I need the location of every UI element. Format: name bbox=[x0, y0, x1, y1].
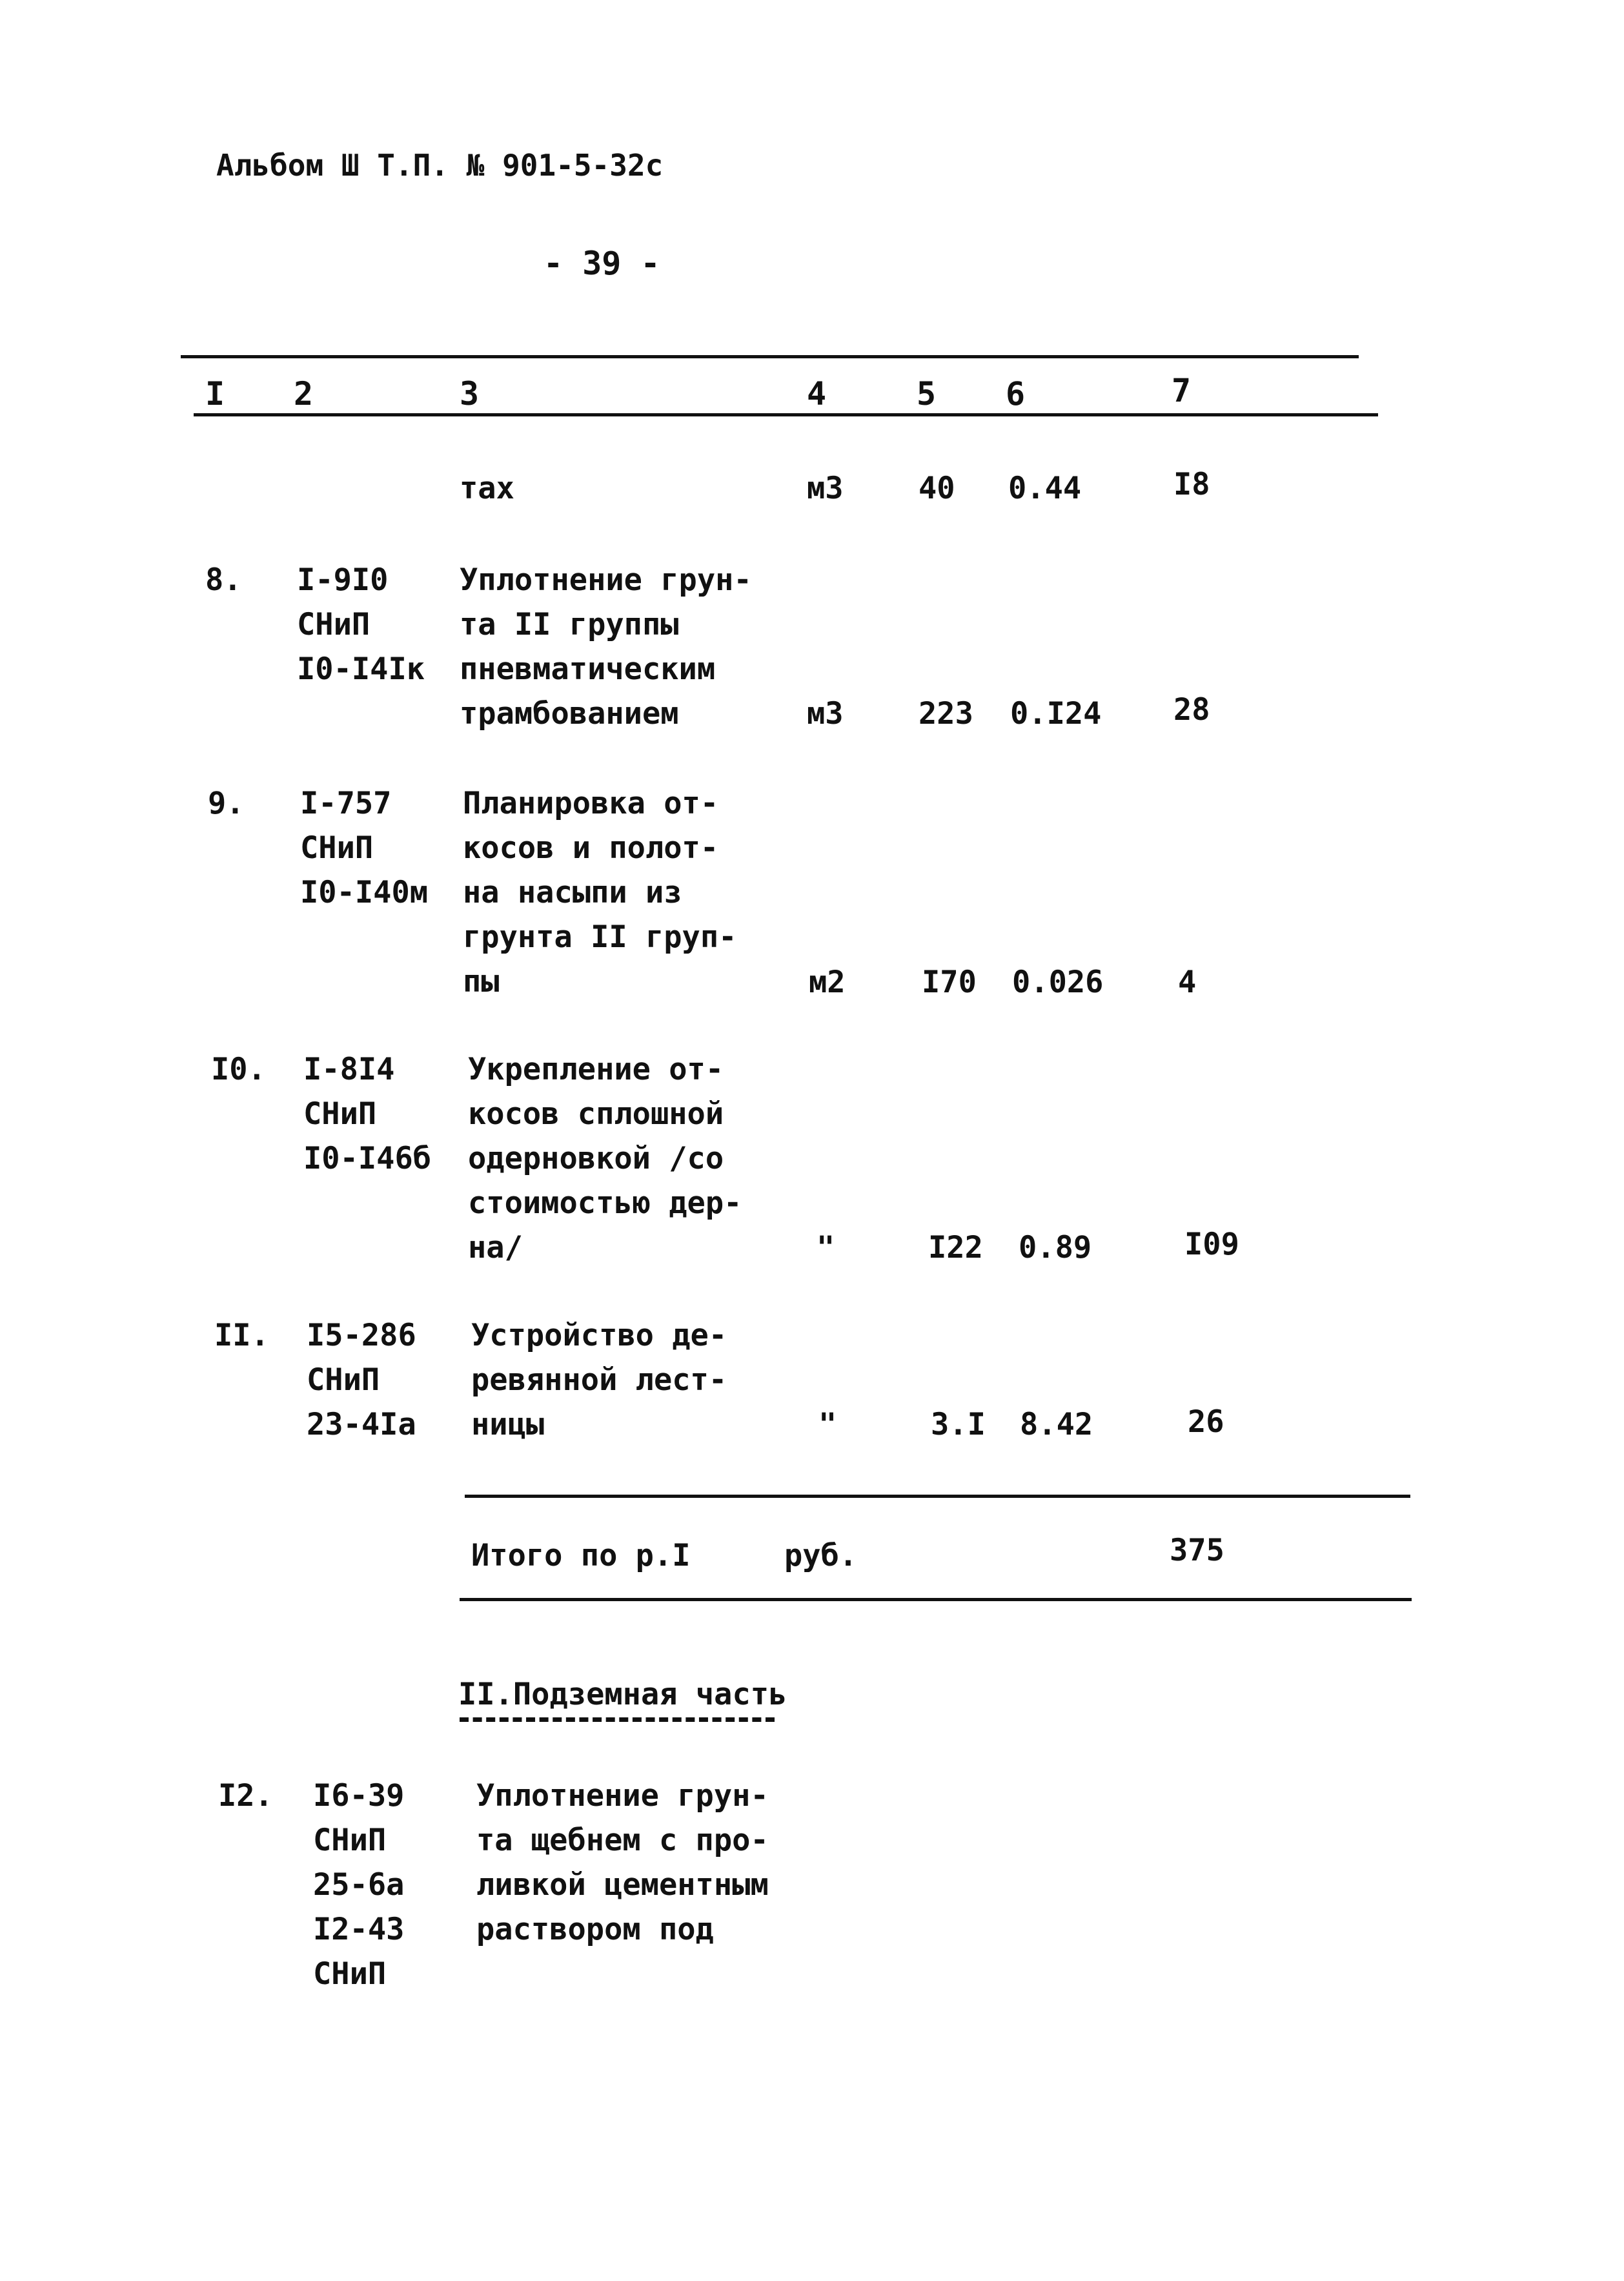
row-unit: " bbox=[818, 1407, 837, 1442]
row-number: I2. bbox=[218, 1778, 273, 1814]
total-bottom-rule bbox=[460, 1598, 1412, 1601]
section-title-underline bbox=[460, 1717, 775, 1722]
row-cost: 4 bbox=[1178, 965, 1197, 1000]
row-number: II. bbox=[214, 1318, 269, 1353]
row-unit: м2 bbox=[809, 965, 846, 1000]
row-code: I-9I0 СНиП I0-I4Iк bbox=[297, 562, 425, 687]
total-value: 375 bbox=[1170, 1533, 1224, 1568]
row-qty: 40 bbox=[919, 471, 955, 506]
col-header-4: 4 bbox=[807, 375, 827, 413]
total-label: Итого по р.I bbox=[471, 1538, 691, 1573]
row-unit: м3 bbox=[807, 471, 844, 506]
row-cost: 26 bbox=[1188, 1404, 1224, 1440]
row-number: I0. bbox=[211, 1052, 266, 1087]
col-header-1: I bbox=[205, 375, 225, 413]
section-title: II.Подземная часть bbox=[458, 1677, 787, 1712]
row-price: 0.026 bbox=[1012, 965, 1104, 1000]
row-desc: тах bbox=[460, 471, 514, 506]
col-header-5: 5 bbox=[917, 375, 937, 413]
col-header-3: 3 bbox=[460, 375, 480, 413]
row-desc: Укрепление от- косов сплошной одерновкой /со стоимостью дер- на/ bbox=[468, 1052, 742, 1265]
row-cost: I8 bbox=[1173, 467, 1210, 502]
row-qty: 3.I bbox=[931, 1407, 986, 1442]
row-code: I-8I4 СНиП I0-I46б bbox=[303, 1052, 432, 1176]
row-desc: Уплотнение грун- та II группы пневматическим трамбованием bbox=[460, 562, 752, 731]
row-price: 0.I24 bbox=[1010, 696, 1102, 731]
row-desc: Планировка от- косов и полот- на насыпи из грунта II груп- пы bbox=[463, 786, 737, 999]
row-code: I6-39 СНиП 25-6а I2-43 СНиП bbox=[313, 1778, 405, 1992]
col-header-2: 2 bbox=[294, 375, 314, 413]
total-top-rule bbox=[465, 1495, 1410, 1498]
row-desc: Уплотнение грун- та щебнем с про- ливкой цементным раствором под bbox=[476, 1778, 769, 1947]
row-number: 8. bbox=[205, 562, 242, 598]
row-price: 8.42 bbox=[1020, 1407, 1093, 1442]
row-number: 9. bbox=[208, 786, 245, 821]
row-unit: " bbox=[817, 1230, 835, 1265]
page-number: - 39 - bbox=[543, 245, 660, 282]
table-top-rule bbox=[181, 355, 1359, 358]
row-price: 0.89 bbox=[1019, 1230, 1092, 1265]
row-qty: I22 bbox=[928, 1230, 983, 1265]
row-cost: 28 bbox=[1173, 692, 1210, 728]
row-desc: Устройство де- ревянной лест- ницы bbox=[471, 1318, 727, 1442]
row-price: 0.44 bbox=[1008, 471, 1082, 506]
header-bottom-rule bbox=[194, 413, 1378, 416]
col-header-6: 6 bbox=[1006, 375, 1026, 413]
row-code: I-757 СНиП I0-I40м bbox=[300, 786, 429, 910]
col-header-7: 7 bbox=[1172, 372, 1192, 409]
total-unit: руб. bbox=[784, 1538, 858, 1573]
row-qty: 223 bbox=[919, 696, 973, 731]
row-qty: I70 bbox=[922, 965, 977, 1000]
album-reference: Альбом Ш Т.П. № 901-5-32с bbox=[216, 148, 664, 183]
row-unit: м3 bbox=[807, 696, 844, 731]
row-code: I5-286 СНиП 23-4Iа bbox=[307, 1318, 416, 1442]
row-cost: I09 bbox=[1184, 1227, 1239, 1262]
